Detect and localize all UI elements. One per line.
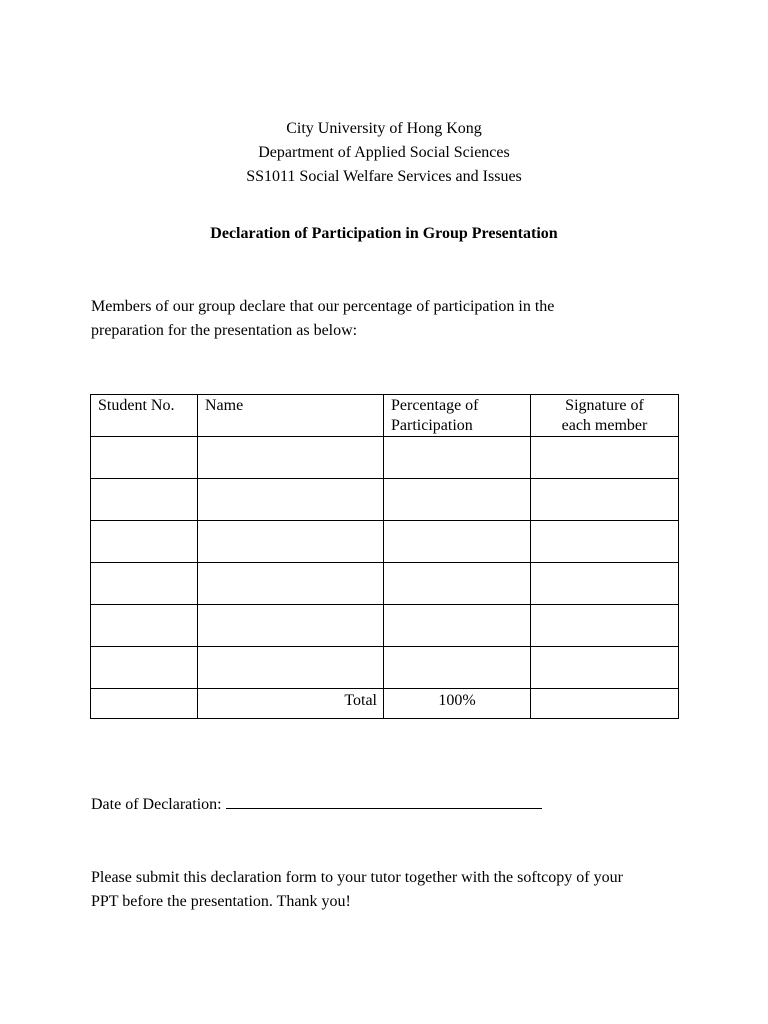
cell-student-no[interactable] [91,563,198,605]
intro-line-2: preparation for the presentation as below: [91,322,358,339]
cell-percentage[interactable] [384,647,531,689]
cell-name[interactable] [198,437,384,479]
cell-signature[interactable] [531,437,679,479]
document-header [0,117,768,189]
cell-percentage[interactable] [384,605,531,647]
header-signature-line-1: Signature of [565,397,644,414]
header-name: Name [198,395,384,437]
cell-percentage[interactable] [384,563,531,605]
cell-student-no[interactable] [91,521,198,563]
cell-name[interactable] [198,563,384,605]
cell-name[interactable] [198,605,384,647]
table-header-row [91,395,679,437]
intro-line-1: Members of our group declare that our percentage of participation in the [91,298,555,315]
table-total-row [91,689,679,719]
table-row [91,563,679,605]
date-blank-field[interactable] [226,792,542,809]
cell-name[interactable] [198,521,384,563]
cell-percentage[interactable] [384,479,531,521]
department-name: Department of Applied Social Sciences [258,144,510,161]
date-of-declaration [91,792,691,817]
cell-signature[interactable] [531,563,679,605]
closing-instructions [91,866,691,914]
cell-name[interactable] [198,647,384,689]
page-title: Declaration of Participation in Group Presentation [210,225,558,242]
intro-paragraph [91,295,691,343]
header-signature-line-2: each member [561,417,648,434]
total-value: 100% [384,689,531,719]
header-signature [531,395,679,437]
cell-signature[interactable] [531,521,679,563]
course-name: SS1011 Social Welfare Services and Issues [246,168,522,185]
cell-signature[interactable] [531,605,679,647]
total-label: Total [198,689,384,719]
cell-student-no[interactable] [91,647,198,689]
closing-line-1: Please submit this declaration form to your tutor together with the softcopy of your [91,869,623,886]
header-student-no: Student No. [91,395,198,437]
cell-student-no[interactable] [91,437,198,479]
date-label: Date of Declaration: [91,796,226,813]
header-percentage [384,395,531,437]
table-row [91,479,679,521]
table-row [91,521,679,563]
cell-signature[interactable] [531,647,679,689]
cell-student-no[interactable] [91,605,198,647]
participation-table [90,394,679,719]
cell-signature[interactable] [531,479,679,521]
cell-percentage[interactable] [384,437,531,479]
cell-name[interactable] [198,479,384,521]
header-percentage-line-2: Participation [391,417,473,434]
header-percentage-line-1: Percentage of [391,397,479,414]
total-empty-cell [91,689,198,719]
university-name: City University of Hong Kong [286,120,482,137]
table-row [91,647,679,689]
closing-line-2: PPT before the presentation. Thank you! [91,893,351,910]
cell-student-no[interactable] [91,479,198,521]
table-row [91,437,679,479]
cell-percentage[interactable] [384,521,531,563]
total-signature-cell[interactable] [531,689,679,719]
table-row [91,605,679,647]
